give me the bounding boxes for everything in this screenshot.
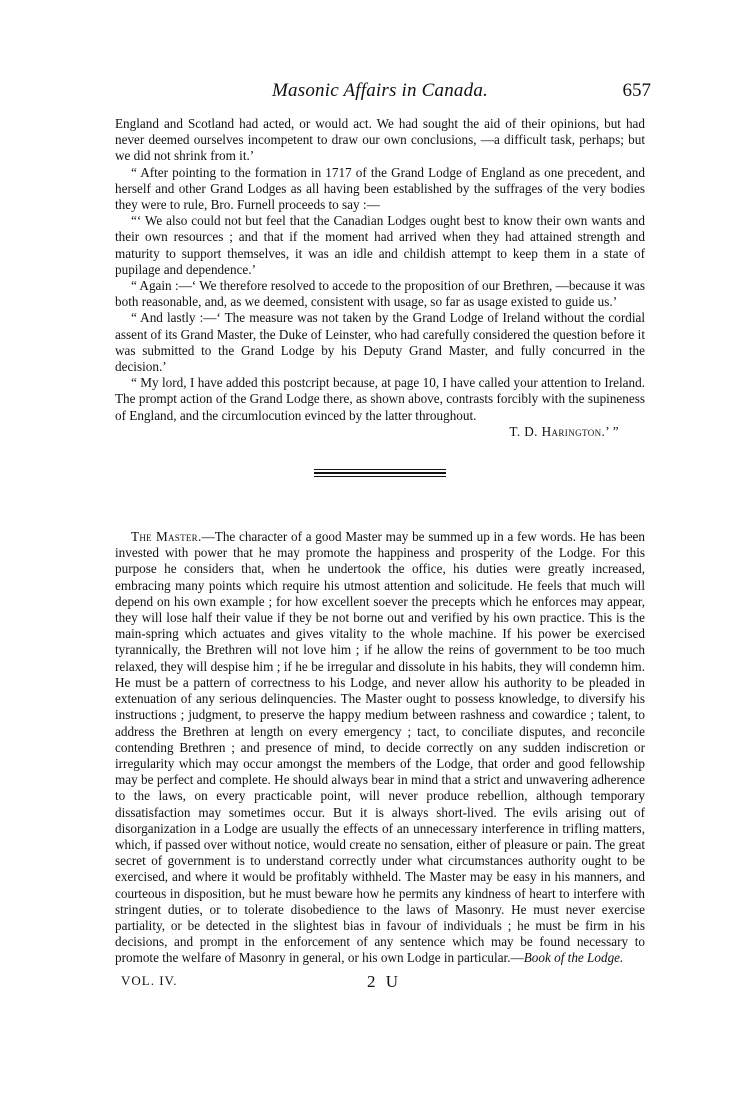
section-lead: The Master. bbox=[131, 529, 202, 545]
section-divider bbox=[314, 469, 446, 477]
divider-line bbox=[314, 476, 446, 477]
page-number: 657 bbox=[622, 80, 651, 101]
paragraph: England and Scotland had acted, or would act. We had sought the aid of their opinions, but had never deemed ourselves incompetent to draw our own conclusions, —a difficult task, perhaps; but we did not shrink from it.’ bbox=[115, 116, 645, 164]
the-master-section bbox=[115, 529, 645, 966]
paragraph: “ My lord, I have added this postcript because, at page 10, I have called your attention to Ireland. The prompt action of the Grand Lodge there, as shown above, contrasts forcibly with the supineness of England, and the circumlocution evinced by the latter throughout. bbox=[115, 375, 645, 423]
letter-conclusion bbox=[115, 116, 645, 440]
page-header bbox=[115, 78, 651, 104]
source-citation: Book of the Lodge. bbox=[523, 950, 624, 966]
paragraph: “ Again :—‘ We therefore resolved to accede to the proposition of our Brethren, —because it was both reasonable, and, as we deemed, consistent with usage, so far as usage existed to guide us.’ bbox=[115, 278, 645, 310]
paragraph: “ After pointing to the formation in 1717 of the Grand Lodge of England as one precedent, and herself and other Grand Lodges as all having been established by the suffrages of the very bodies they were to rule, Bro. Furnell proceeds to say :— bbox=[115, 164, 645, 213]
section-body: —The character of a good Master may be summed up in a few words. He has been invested with power that he may promote the happiness and prosperity of the Lodge. For this purpose he considers that, when he undertook the office, his duties were greatly increased, embracing many points which require his utmost attention and solicitude. He feels that much will depend on his own example ; for how excellent soever the precepts which he enforces may appear, they will lose half their value if they be not borne out and verified by his own practice. This is the main-spring which actuates and gives vitality to the whole machine. If his power be exercised tyrannically, the Brethren will not love him ; if he allow the reins of government to be too much relaxed, they will despise him ; if he be irregular and dissolute in his habits, they will condemn him. He must be a pattern of correctness to his Lodge, and never allow his authority to be pleaded in extenuation of any serious delinquencies. The Master ought to possess knowledge, to diversify his instructions ; judgment, to preserve the happy medium between rashness and cowardice ; talent, to address the Brethren at length on every emergency ; tact, to conciliate disputes, and reconcile contending Brethren ; and presence of mind, to decide correctly on any sudden indiscretion or irregularity which may occur amongst the members of the Lodge, that order and good fellowship may be perfect and complete. He should always bear in mind that a strict and unwavering adherence to the laws, on every practicable point, will never produce rebellion, although temporary dissatisfaction may sometimes occur. But it is always short-lived. The evils arising out of disorganization in a Lodge are usually the effects of an unnecessary interference in trifling matters, which, if passed over without notice, would create no sensation, either of pleasure or pain. The great secret of government is to understand correctly under what circumstances authority ought to be exercised, and where it would be profitably withheld. The Master may be easy in his manners, and courteous in disposition, but he must beware how he permits any kindness of heart to interfere with stringent duties, or to tolerate disobedience to the laws of Masonry. He must never exercise partiality, or be detected in the slightest bias in favour of individuals ; he must be firm in his decisions, and prompt in the enforcement of any sentence which may be found necessary to promote the welfare of Masonry in general, or his own Lodge in particular.— bbox=[115, 529, 645, 966]
paragraph bbox=[115, 529, 645, 966]
divider-line bbox=[314, 472, 446, 474]
signature-mark: 2 U bbox=[367, 971, 402, 991]
divider-line bbox=[314, 469, 446, 470]
paragraph: “ And lastly :—‘ The measure was not taken by the Grand Lodge of Ireland without the cordial assent of its Grand Master, the Duke of Leinster, who had carefully considered the question before it was submitted to the Grand Lodge by his Deputy Grand Master, and fully concurred in the decision.’ bbox=[115, 310, 645, 375]
page-footer bbox=[115, 973, 645, 993]
running-title: Masonic Affairs in Canada. bbox=[272, 80, 488, 101]
paragraph: “‘ We also could not but feel that the Canadian Lodges ought best to know their own wants and their own resources ; and that if the moment had arrived when they had attained strength and maturity to support themselves, it was an idle and childish attempt to keep them in a state of pupilage and dependence.’ bbox=[115, 213, 645, 277]
volume-label: VOL. IV. bbox=[121, 972, 178, 988]
letter-signature bbox=[115, 424, 645, 440]
signature-name: T. D. Harington.’ ” bbox=[509, 423, 619, 439]
